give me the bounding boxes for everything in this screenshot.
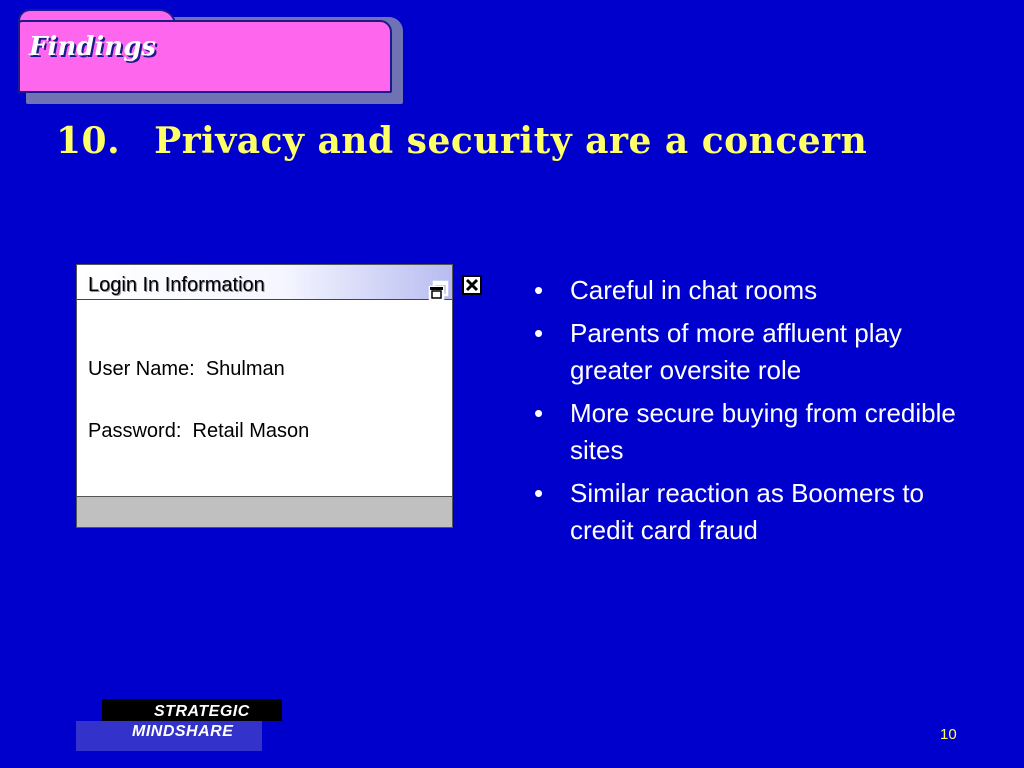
bullet-text: Parents of more affluent play greater oversite role	[570, 318, 902, 385]
password-value: Retail Mason	[192, 420, 310, 442]
bullet-marker: •	[534, 318, 544, 348]
slide-title-number: 10.	[56, 120, 121, 162]
bullet-list	[530, 272, 970, 555]
bullet-text: Similar reaction as Boomers to credit card fraud	[570, 478, 925, 545]
logo-text-strategic: STRATEGIC	[154, 703, 250, 720]
bullet-item	[530, 272, 970, 309]
user-name-row	[88, 358, 285, 381]
page-number: 10	[940, 726, 957, 743]
bullet-item	[530, 315, 970, 389]
bullet-item	[530, 475, 970, 549]
password-row	[88, 420, 309, 443]
login-window-title: Login In Information	[88, 274, 265, 296]
strategic-mindshare-logo	[76, 699, 282, 751]
bullet-item	[530, 395, 970, 469]
login-window-titlebar[interactable]	[77, 265, 452, 300]
close-icon[interactable]	[462, 275, 482, 295]
user-name-label: User Name:	[88, 358, 195, 380]
findings-tab-label: Findings	[29, 32, 157, 62]
login-window	[76, 264, 453, 528]
logo-text-mindshare: MINDSHARE	[132, 723, 234, 740]
bullet-text: More secure buying from credible sites	[570, 398, 956, 465]
user-name-value: Shulman	[205, 358, 285, 380]
slide-title-text: Privacy and security are a concern	[154, 120, 868, 162]
bullet-marker: •	[534, 398, 544, 428]
login-window-status-bar	[77, 496, 452, 527]
bullet-text: Careful in chat rooms	[570, 275, 818, 305]
slide-title	[56, 120, 867, 162]
bullet-marker: •	[534, 478, 544, 508]
password-label: Password:	[88, 420, 182, 442]
restore-icon[interactable]	[428, 280, 450, 302]
bullet-marker: •	[534, 275, 544, 305]
